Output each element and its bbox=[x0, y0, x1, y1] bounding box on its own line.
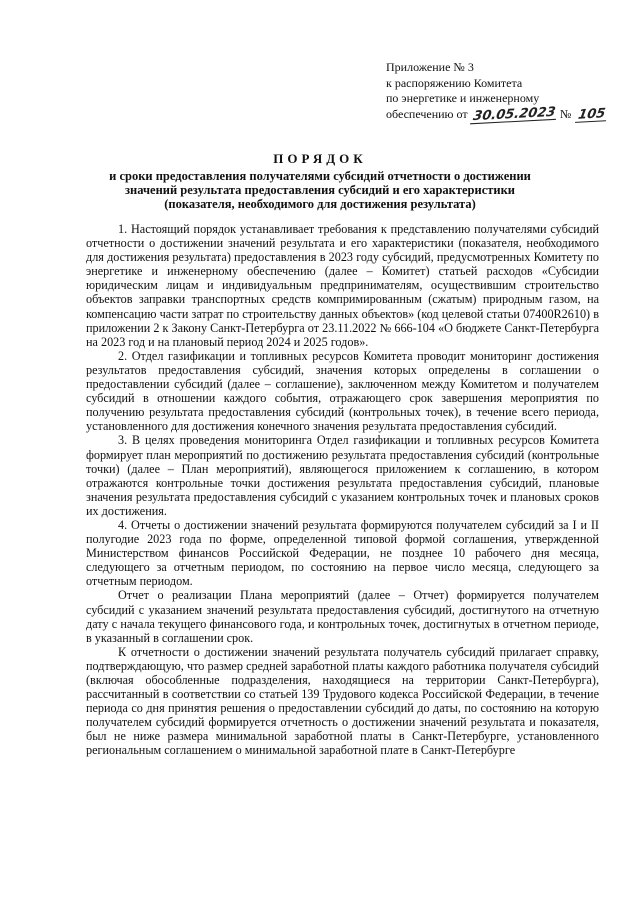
paragraph-1: 1. Настоящий порядок устанавливает требования к представлению получателями субсидий отчетности о достижении значений результата и его характеристики (показателя, необходимого для достижения результата) предоставления в 2023 году субсидий, предусмотренных Комитету по энергетике и инженерному обеспечению (далее – Комитет) статьей расходов «Субсидии юридическим лицам и индивидуальным предпринимателям, осуществившим строительство объектов заправки транспортных средств компримированным (сжатым) природным газом, на компенсацию части затрат по строительству данных объектов» (код целевой статьи 07400R2610) в приложении 2 к Закону Санкт-Петербурга от 23.11.2022 № 666-104 «О бюджете Санкт-Петербурга на 2023 год и на плановый период 2024 и 2025 годов». bbox=[86, 222, 599, 349]
paragraph-3: 3. В целях проведения мониторинга Отдел газификации и топливных ресурсов Комитета формирует план мероприятий по достижению результата предоставления субсидий (контрольные точки) (далее – План мероприятий), являющегося приложением к соглашению, в котором отражаются контрольные точки достижения результата предоставления субсидий, плановые значения результата предоставления субсидий с указанием контрольных точек и плановых сроков их достижения. bbox=[86, 433, 599, 518]
paragraph-4: 4. Отчеты о достижении значений результата формируются получателем субсидий за I и II полугодие 2023 года по форме, определенной типовой формой соглашения, утвержденной Министерством финансов Российской Федерации, не позднее 10 рабочего дня месяца, следующего за отчетным периодом, по состоянию на первое число месяца, следующего за отчетным периодом. bbox=[86, 517, 599, 589]
annex-line-1: Приложение № 3 bbox=[386, 60, 474, 74]
annex-line-4 bbox=[386, 104, 626, 124]
title-line-1: и сроки предоставления получателями субсидий отчетности о достижении bbox=[109, 169, 531, 183]
title-line-2: значений результата предоставления субсидий и его характеристики bbox=[125, 183, 515, 197]
handwritten-number: 105 bbox=[577, 105, 607, 123]
annex-line-3: по энергетике и инженерному bbox=[386, 91, 540, 105]
annex-block bbox=[386, 60, 626, 122]
document-title bbox=[0, 152, 640, 211]
annex-date-prefix: обеспечению от bbox=[386, 106, 468, 121]
title-line-3: (показателя, необходимого для достижения результата) bbox=[164, 197, 476, 211]
paragraph-2: 2. Отдел газификации и топливных ресурсов Комитета проводит мониторинг достижения результатов предоставления субсидий, значения которых определены в соглашении о предоставлении субсидий (далее – соглашение), заключенном между Комитетом и получателем субсидий в отношении каждого события, отражающего срок завершения мероприятия по получению результата предоставления субсидий (контрольных точек), в течение всего периода, установленного для достижения конечного значения результата предоставления субсидий. bbox=[86, 348, 599, 434]
paragraph-5: Отчет о реализации Плана мероприятий (далее – Отчет) формируется получателем субсидий с указанием значений результата предоставления субсидий, достигнутого на отчетную дату с начала текущего финансового года, и контрольных точек, достигнутых в отчетном периоде, в указанный в соглашении срок. bbox=[86, 588, 599, 645]
document-body bbox=[86, 222, 599, 758]
handwritten-date: 30.05.2023 bbox=[471, 104, 557, 124]
title-heading: ПОРЯДОК bbox=[273, 151, 367, 166]
annex-line-2: к распоряжению Комитета bbox=[386, 75, 523, 90]
paragraph-6: К отчетности о достижении значений результата получатель субсидий прилагает справку, подтверждающую, что размер средней заработной платы каждого работника получателя субсидий (включая обособленные подразделения, находящиеся на территории Санкт-Петербурга), рассчитанный в соответствии со статьей 139 Трудового кодекса Российской Федерации, в течение периода со дня принятия решения о предоставлении субсидий до даты, по состоянию на которую получателем субсидий формируется отчетность о достижении значений результата и показателя, был не ниже размера минимальной заработной платы в Санкт-Петербурге, установленного региональным соглашением о минимальной заработной плате в Санкт-Петербурге bbox=[86, 644, 599, 758]
annex-number-label: № bbox=[559, 106, 572, 121]
